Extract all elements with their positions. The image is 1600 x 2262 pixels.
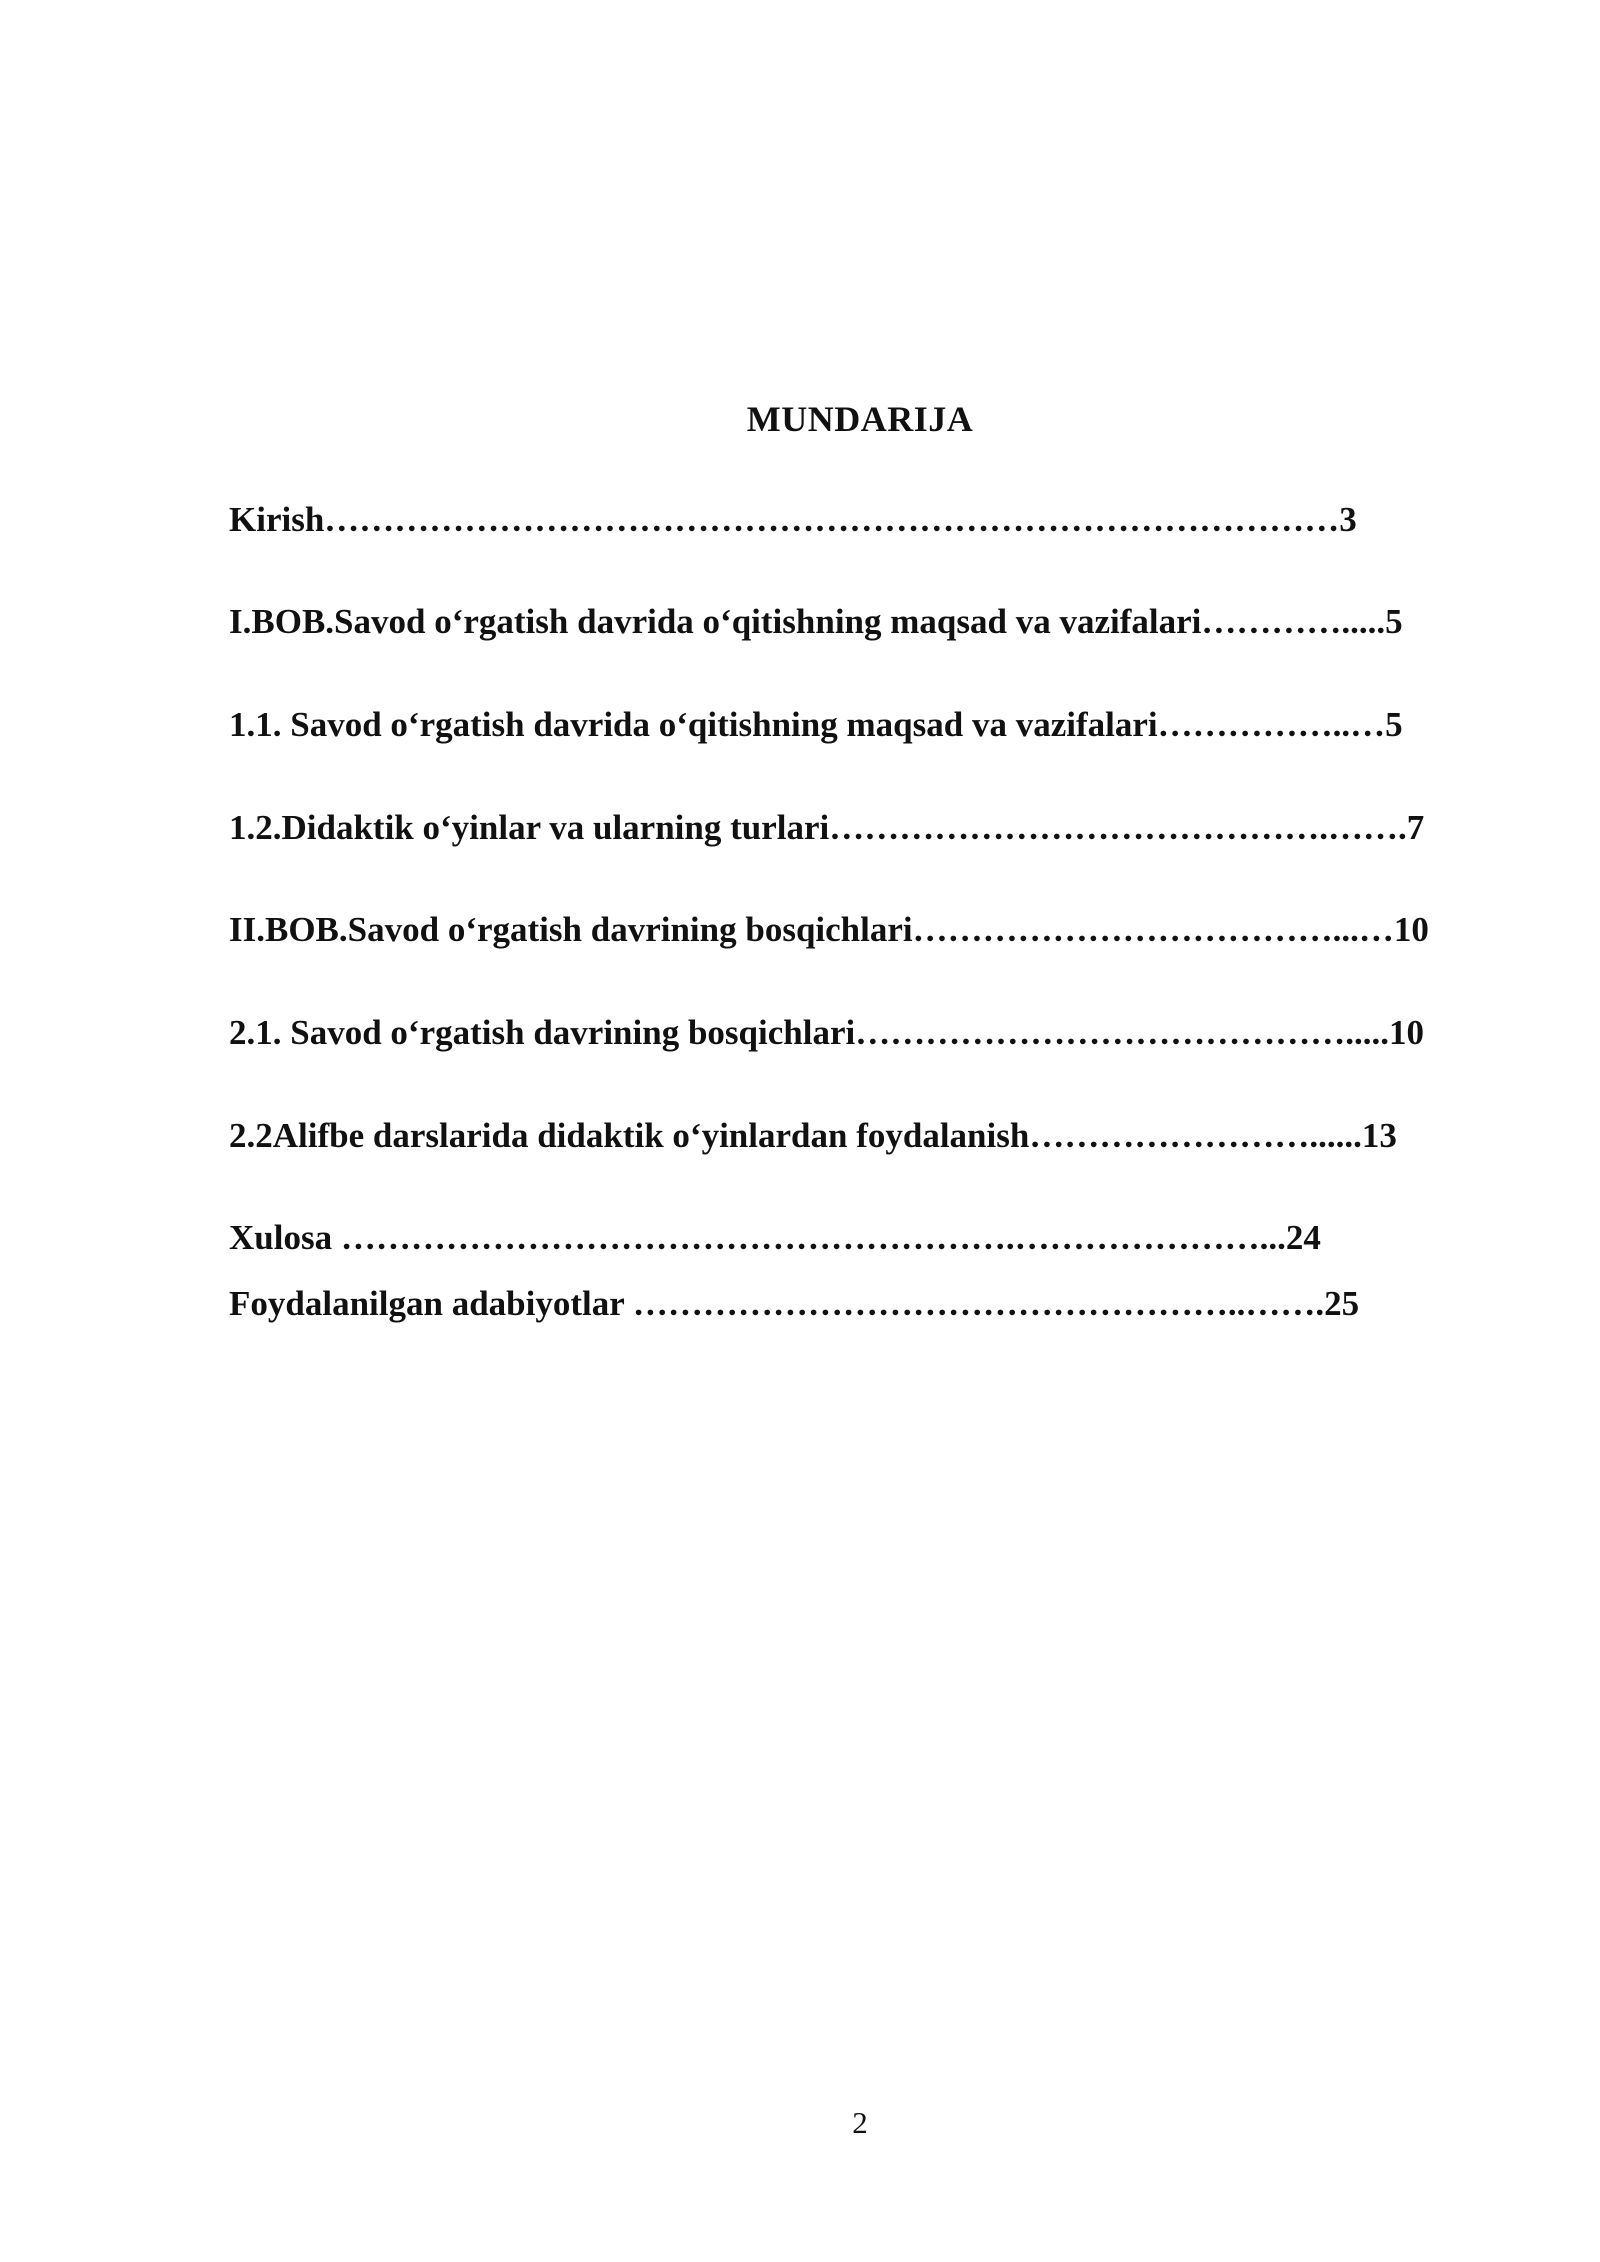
toc-entry-section-2-2: 2.2Alifbe darslarida didaktik o‘yinlardan foydalanish……………………......13 [229, 1116, 1397, 1155]
toc-entry-section-1-1: 1.1. Savod o‘rgatish davrida o‘qitishning maqsad va vazifalari……………..…5 [229, 705, 1403, 744]
toc-entry-kirish: Kirish……………………………………………………………………………3 [229, 500, 1357, 539]
toc-title: MUNDARIJA [746, 399, 974, 439]
toc-entry-section-2-1: 2.1. Savod o‘rgatish davrining bosqichlari…………………………………….....10 [229, 1013, 1424, 1052]
toc-entry-xulosa: Xulosa ………………………………………………….…………………...24 [229, 1218, 1321, 1257]
page-number: 2 [852, 2105, 868, 2140]
toc-entry-chapter-1: I.BOB.Savod o‘rgatish davrida o‘qitishning maqsad va vazifalari………….....5 [229, 602, 1403, 641]
toc-entry-section-1-2: 1.2.Didaktik o‘yinlar va ularning turlari…………………………………….…….7 [229, 808, 1425, 847]
toc-entry-chapter-2: II.BOB.Savod o‘rgatish davrining bosqichlari………………………………...…10 [229, 910, 1429, 949]
toc-entry-references: Foydalanilgan adabiyotlar ……………………………………………..…….25 [229, 1284, 1360, 1323]
